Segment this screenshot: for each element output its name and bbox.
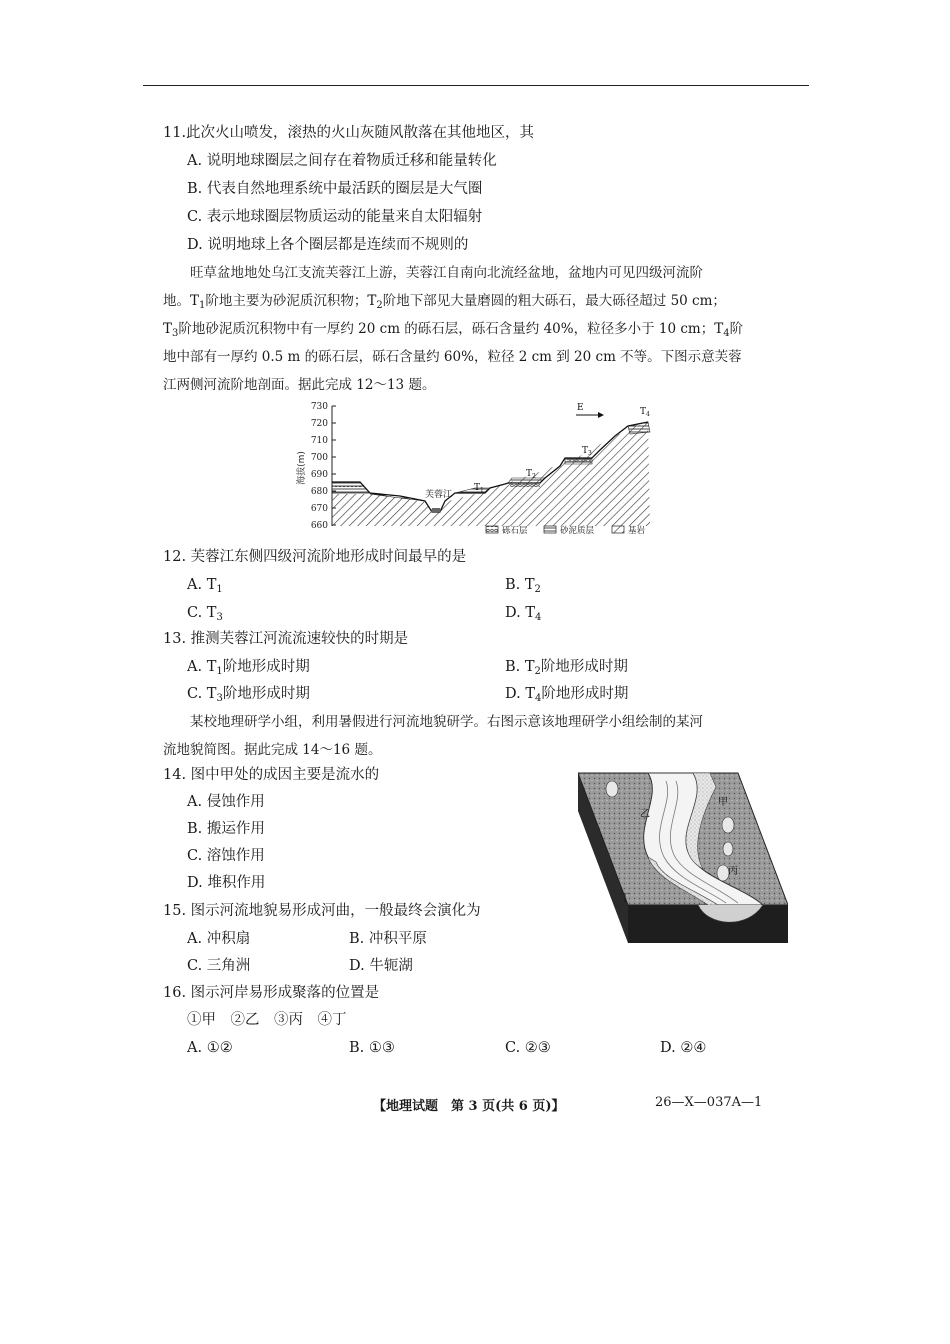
legend-bedrock-swatch — [612, 526, 624, 533]
q15-stem: 15. 图示河流地貌易形成河曲，一般最终会演化为 — [163, 903, 481, 919]
terrace-t2-label: T — [526, 469, 533, 479]
header-rule — [143, 85, 809, 86]
svg-text:T2: $T_2$ — [526, 469, 536, 480]
q15-option-d: D. 牛轭湖 — [349, 958, 413, 974]
label-ding: 丁 — [620, 893, 630, 904]
q14-option-c: C. 溶蚀作用 — [187, 848, 265, 864]
q11-option-b: B. 代表自然地理系统中最活跃的圈层是大气圈 — [187, 181, 483, 197]
svg-text:T3: $T_3$ — [582, 446, 592, 457]
y-tick-690: 690 — [310, 470, 328, 480]
terrace-t3-label: T — [582, 446, 589, 456]
passage-1-line-5: 江两侧河流阶地剖面。据此完成 12～13 题。 — [163, 377, 436, 393]
legend-sand: 砂泥质层 — [560, 526, 595, 536]
q14-stem: 14. 图中甲处的成因主要是流水的 — [163, 767, 380, 783]
footer-page-info: 【地理试题 第 3 页(共 6 页)】 — [373, 1099, 565, 1114]
q13-stem: 13. 推测芙蓉江河流流速较快的时期是 — [163, 631, 409, 647]
q13-option-d: D. $T_4$阶地形成时期 — [505, 686, 629, 704]
terrace-t1-label: T — [474, 483, 481, 493]
y-tick-670: 670 — [310, 504, 328, 514]
svg-text:T1: $T_1$ — [474, 483, 484, 494]
y-tick-710: 710 — [310, 436, 328, 446]
passage-1-line-2: 地。$T_1$阶地主要为砂泥质沉积物；$T_2$阶地下部见大量磨圆的粗大砾石，最大砾径超过 50 cm； — [163, 293, 726, 311]
legend-sand-swatch — [544, 526, 556, 533]
q12-option-b: B. $T_2$ — [505, 577, 541, 595]
q13-option-a: A. $T_1$阶地形成时期 — [187, 659, 310, 677]
q16-option-b: B. ①③ — [349, 1040, 395, 1056]
y-tick-700: 700 — [310, 453, 328, 463]
q11-stem: 11.此次火山喷发，滚热的火山灰随风散落在其他地区，其 — [163, 125, 535, 141]
terrace-t4-label: T — [640, 407, 647, 417]
q16-option-d: D. ②④ — [660, 1040, 707, 1056]
footer-code: 26—X—037A—1 — [655, 1095, 763, 1110]
q11-option-a: A. 说明地球圈层之间存在着物质迁移和能量转化 — [187, 153, 497, 169]
q16-choices: ①甲 ②乙 ③丙 ④丁 — [187, 1012, 347, 1028]
y-tick-730: 730 — [310, 402, 328, 412]
q15-option-a: A. 冲积扇 — [187, 931, 251, 947]
y-axis-label: 海拔(m) — [297, 451, 307, 485]
terrace-profile-figure — [290, 398, 670, 540]
q12-stem: 12. 芙蓉江东侧四级河流阶地形成时间最早的是 — [163, 549, 467, 565]
label-yi: 乙 — [640, 809, 650, 820]
q13-option-b: B. $T_2$阶地形成时期 — [505, 659, 628, 677]
q16-stem: 16. 图示河岸易形成聚落的位置是 — [163, 985, 380, 1001]
passage-2-line-1: 某校地理研学小组，利用暑假进行河流地貌研学。右图示意该地理研学小组绘制的某河 — [190, 714, 703, 730]
q11-option-d: D. 说明地球上各个圈层都是连续而不规则的 — [187, 237, 469, 253]
y-tick-680: 680 — [310, 487, 328, 497]
q12-option-a: A. $T_1$ — [187, 577, 223, 595]
legend-gravel-swatch — [486, 526, 498, 533]
q11-option-c: C. 表示地球圈层物质运动的能量来自太阳辐射 — [187, 209, 483, 225]
passage-1-line-3: $T_3$阶地砂泥质沉积物中有一厚约 20 cm 的砾石层，砾石含量约 40%，粒径多小于 10 cm；$T_4$阶 — [163, 321, 744, 339]
passage-2-line-2: 流地貌简图。据此完成 14～16 题。 — [163, 742, 382, 758]
q14-option-d: D. 堆积作用 — [187, 875, 266, 891]
q15-option-b: B. 冲积平原 — [349, 931, 427, 947]
passage-1-line-4: 地中部有一厚约 0.5 m 的砾石层，砾石含量约 60%，粒径 2 cm 到 20 cm 不等。下图示意芙蓉 — [163, 349, 742, 365]
q13-option-c: C. $T_3$阶地形成时期 — [187, 686, 310, 704]
y-tick-720: 720 — [310, 419, 328, 429]
legend-gravel: 砾石层 — [502, 526, 528, 536]
q14-option-a: A. 侵蚀作用 — [187, 794, 265, 810]
passage-1-line-1: 旺草盆地地处乌江支流芙蓉江上游，芙蓉江自南向北流经盆地，盆地内可见四级河流阶 — [190, 265, 703, 281]
q14-option-b: B. 搬运作用 — [187, 821, 265, 837]
river-label: 芙蓉江 — [425, 490, 453, 500]
q12-option-c: C. $T_3$ — [187, 605, 223, 623]
q16-option-a: A. ①② — [187, 1040, 233, 1056]
y-tick-660: 660 — [310, 521, 328, 531]
q16-option-c: C. ②③ — [505, 1040, 551, 1056]
legend-bedrock: 基岩 — [628, 526, 646, 536]
river-landform-figure — [578, 767, 788, 943]
east-label: E — [577, 403, 584, 413]
q15-option-c: C. 三角洲 — [187, 958, 251, 974]
q12-option-d: D. $T_4$ — [505, 605, 542, 623]
label-bing: 丙 — [728, 866, 738, 877]
label-jia: 甲 — [718, 797, 728, 808]
svg-text:T4: $T_4$ — [640, 407, 650, 418]
